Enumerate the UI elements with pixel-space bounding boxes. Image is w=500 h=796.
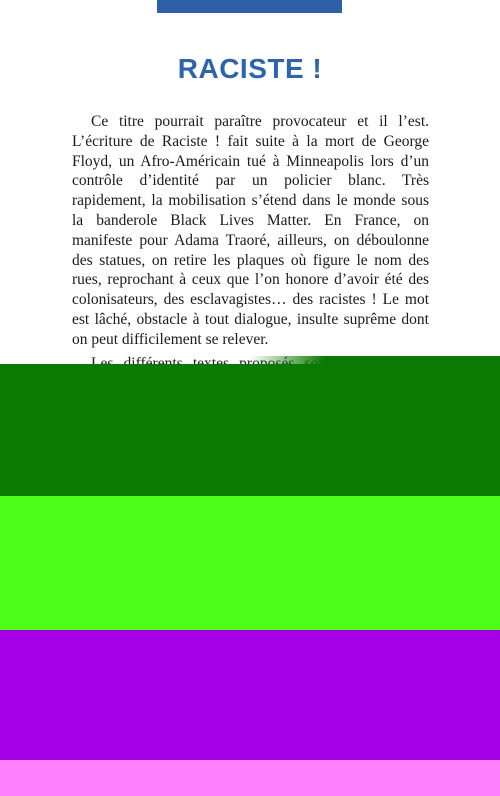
dark-green-band: [0, 364, 500, 504]
paragraph-1: Ce titre pourrait paraître provocateur et il l’est. L’écriture de Raciste ! fait suite à la mort de George Floyd, un Afro-Américain tué à Minneapolis lors d’un contrôle d’identité par un policier blanc. Très rapidement, la mobilisation s’étend dans le monde sous la banderole Black Lives Matter. En France, on manifeste pour Adama Traoré, ailleurs, on déboulonne des statues, on retire les plaques où figure le nom des rues, reprochant à ceux que l’on honore d’avoir été des colonisateurs, des esclavagistes… des racistes ! Le mot est lâché, obstacle à tout dialogue, insulte suprême dont on peut difficilement se relever.: [72, 113, 429, 348]
text-clip-region: [0, 0, 500, 372]
page-title: RACISTE !: [177, 53, 323, 84]
dark-green-band-fade: [250, 356, 500, 370]
pink-band: [0, 760, 500, 796]
light-green-band: [0, 496, 500, 634]
purple-band: [0, 630, 500, 762]
